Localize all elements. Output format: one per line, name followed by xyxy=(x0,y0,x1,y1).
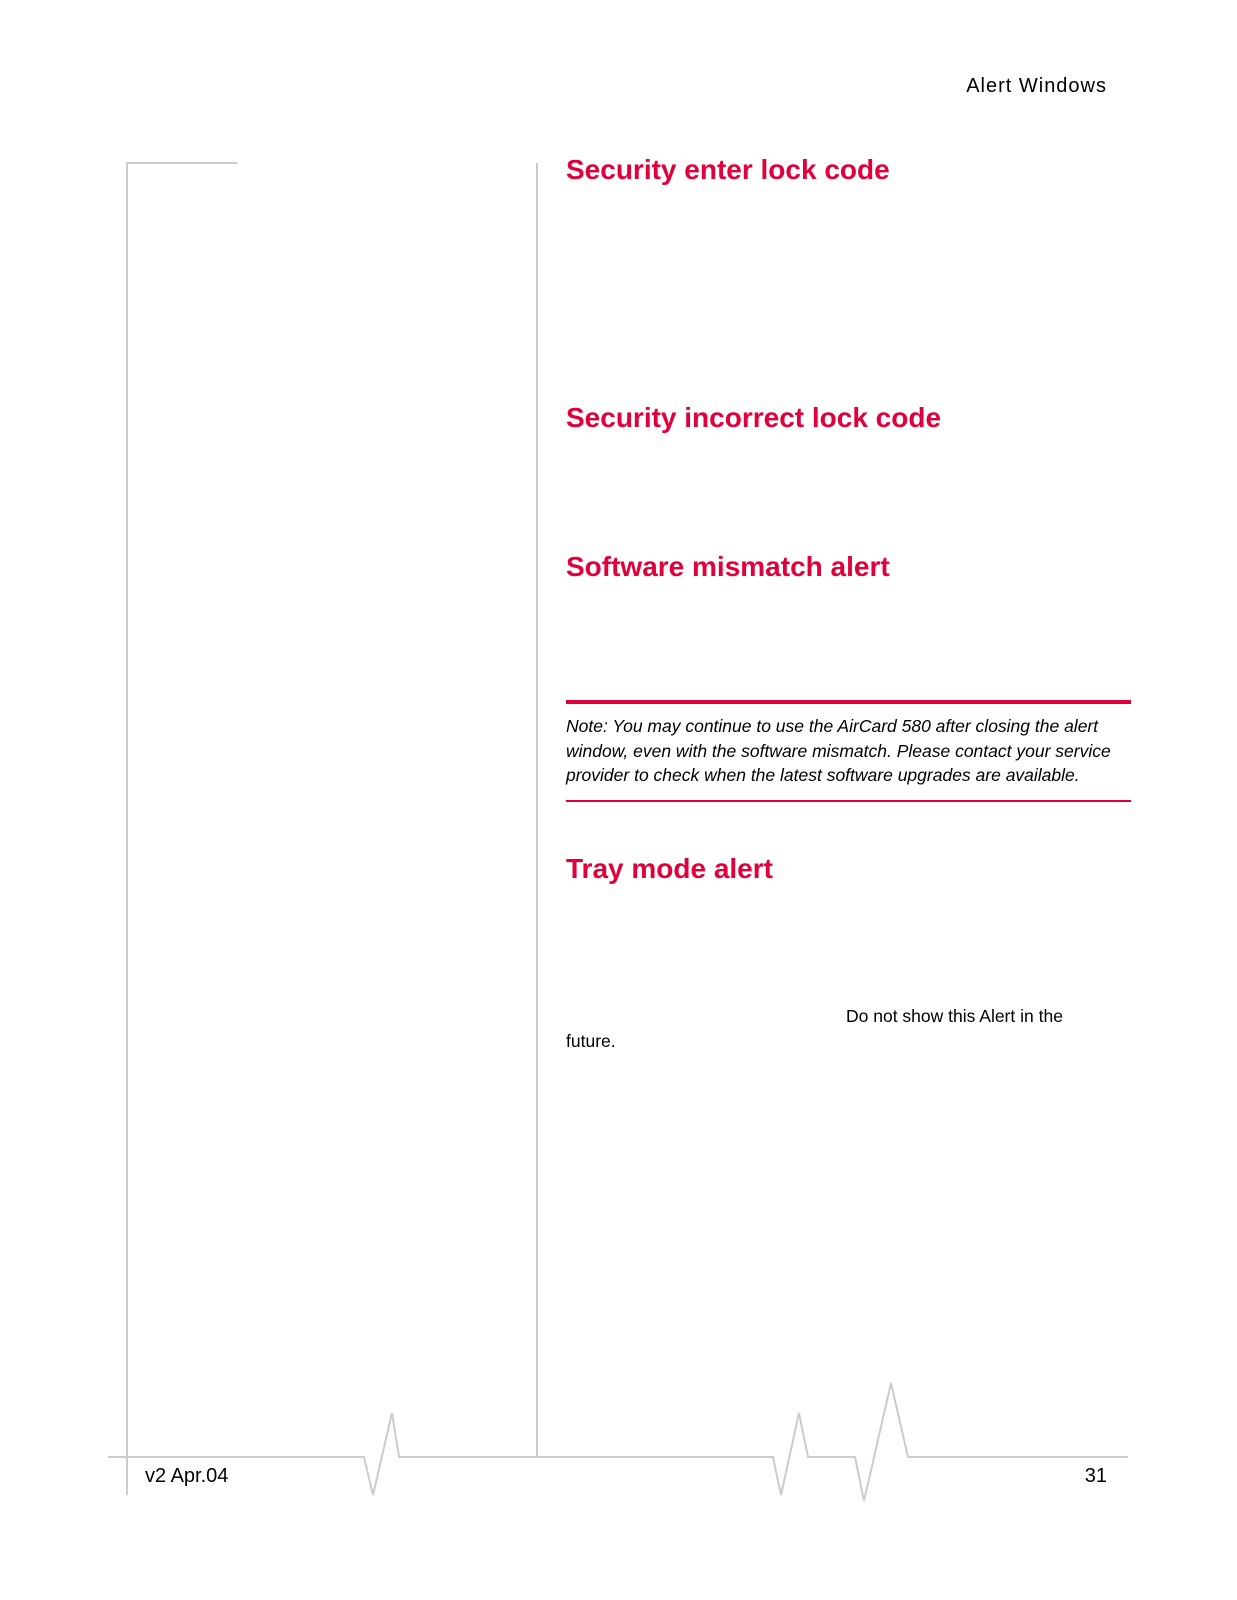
checkbox-label-text: Do not show this Alert in the future. xyxy=(566,1006,1063,1051)
section-heading-incorrect-lock-code: Security incorrect lock code xyxy=(566,402,942,433)
footer-heartbeat-line xyxy=(108,1383,1128,1501)
note-text: Note: You may continue to use the AirCard 580 after closing the alert window, even with the software mismatch. Please contact your service provider to check when the latest software upgrades are available. xyxy=(566,716,1111,785)
running-header: Alert Windows xyxy=(966,75,1107,97)
page-number: 31 xyxy=(1084,1465,1107,1487)
section-heading-software-mismatch: Software mismatch alert xyxy=(566,551,890,582)
section-heading-enter-lock-code: Security enter lock code xyxy=(566,154,890,185)
note-block xyxy=(566,700,1131,802)
section-heading-tray-mode: Tray mode alert xyxy=(566,853,773,884)
footer-version: v2 Apr.04 xyxy=(145,1465,229,1487)
left-bracket-line xyxy=(127,163,237,1495)
